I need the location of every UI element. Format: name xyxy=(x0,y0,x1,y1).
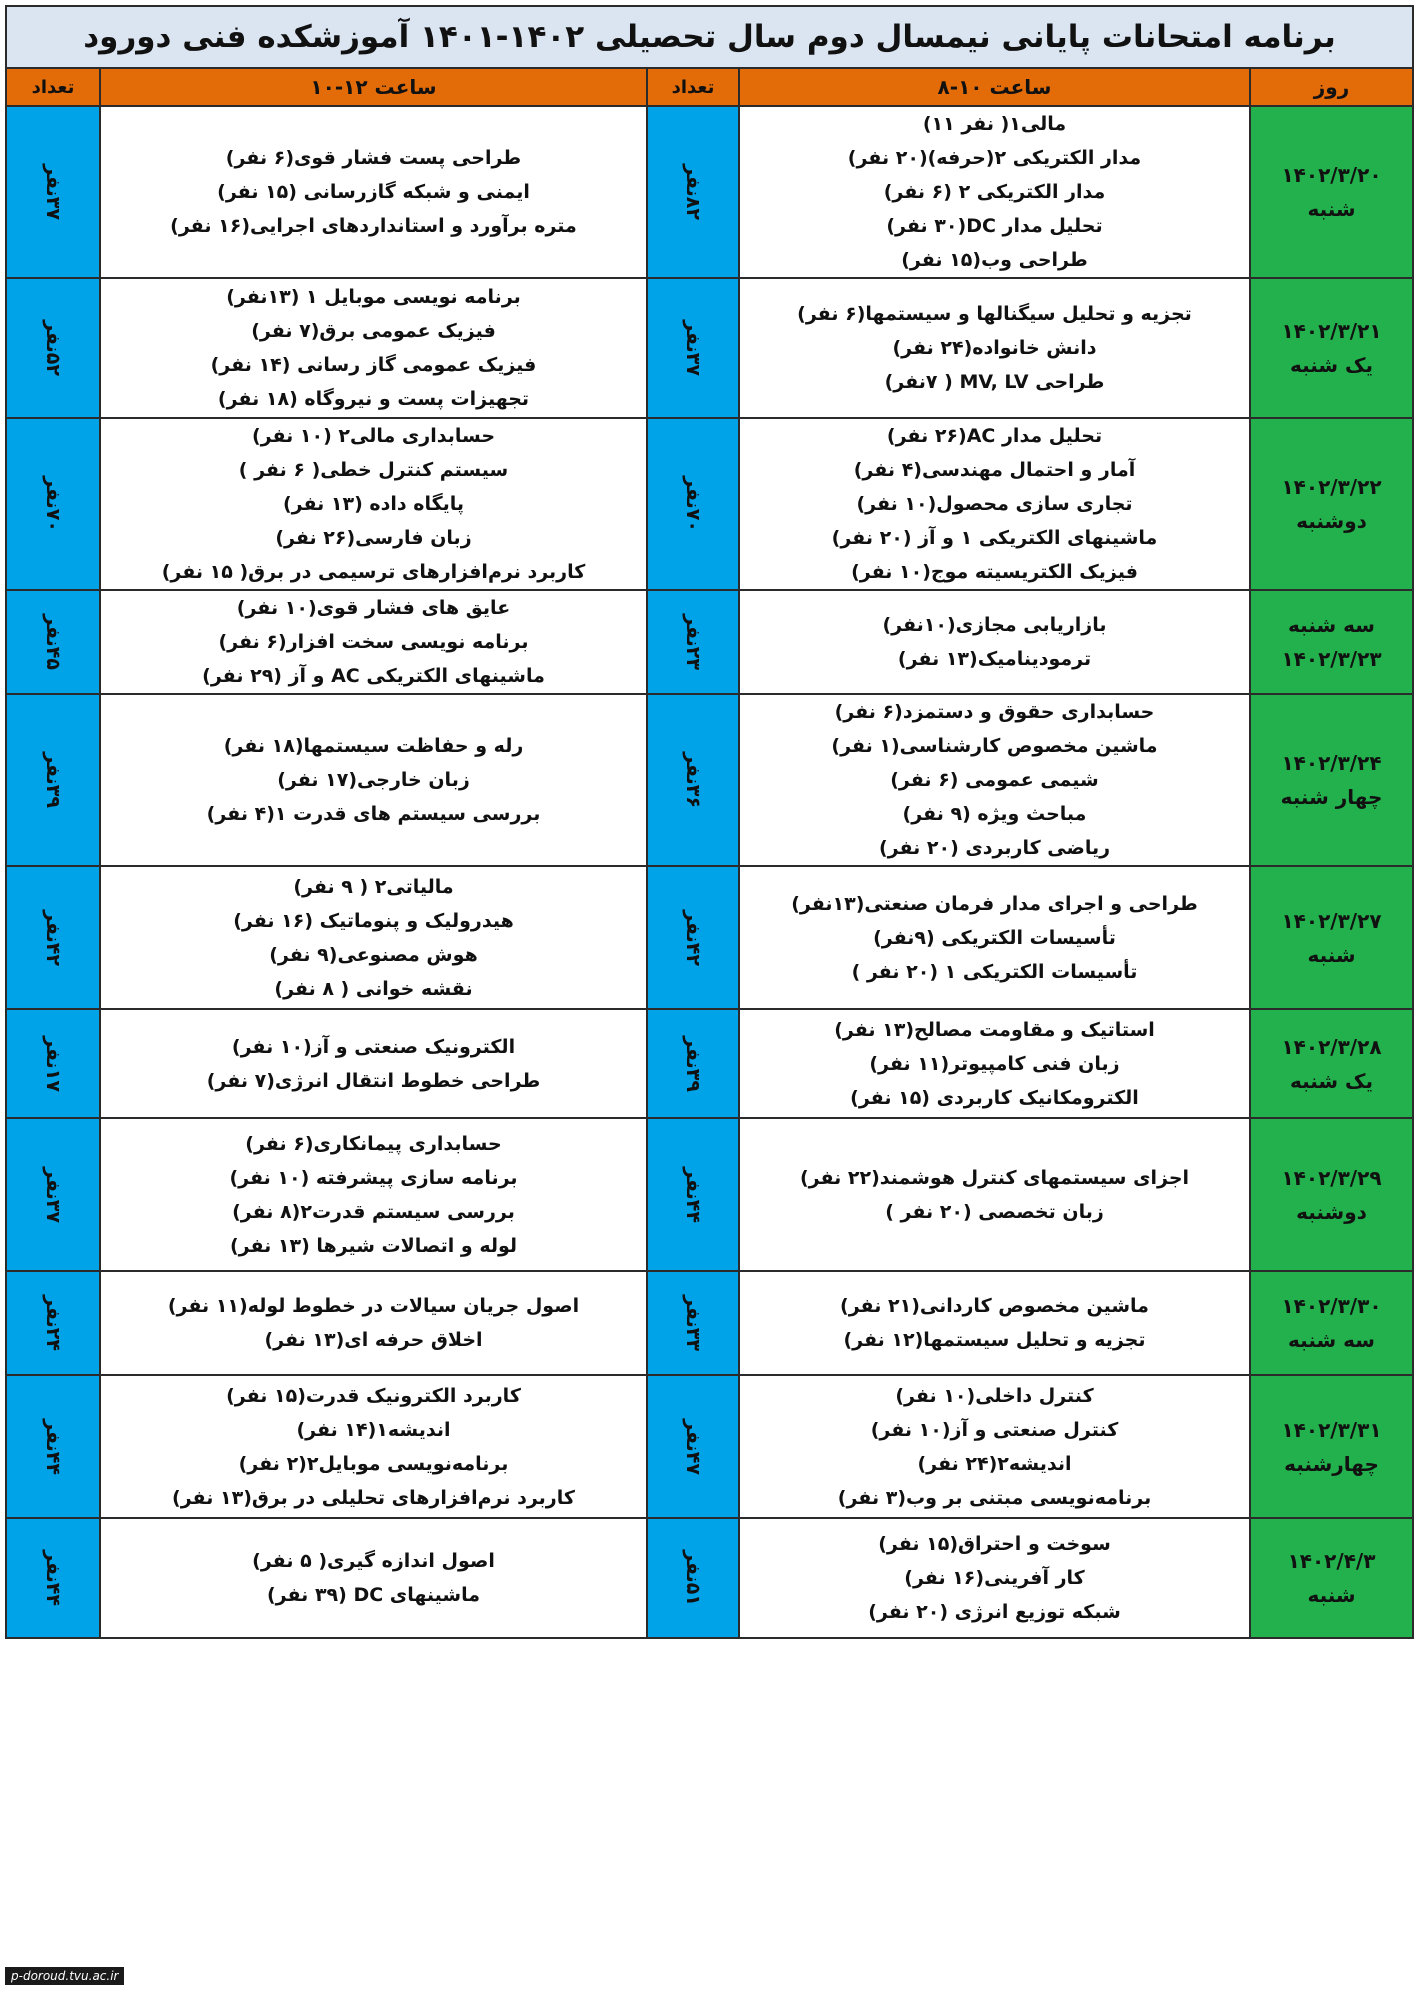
count2-cell xyxy=(6,1118,100,1271)
day-cell xyxy=(1250,866,1413,1009)
slot2-courses-cell xyxy=(100,866,647,1009)
count1-cell xyxy=(647,866,739,1009)
course-item: زبان فنی کامپیوتر(۱۱ نفر) xyxy=(869,1052,1120,1075)
course-item: کنترل صنعتی و آز(۱۰ نفر) xyxy=(870,1418,1119,1441)
course-item: مالیاتی۲ ( ۹ نفر) xyxy=(293,875,454,898)
course-item: حسابداری مالی۲ (۱۰ نفر) xyxy=(251,425,496,447)
slot1-courses-cell xyxy=(739,106,1250,278)
slot2-courses-cell xyxy=(100,418,647,590)
student-count: ۲۳نفر xyxy=(682,614,704,670)
exam-schedule-sheet xyxy=(5,5,1412,1985)
student-count: ۴۲نفر xyxy=(682,909,704,966)
exam-schedule-table xyxy=(5,5,1414,1639)
day-line-2: یک شنبه xyxy=(1289,1068,1374,1093)
count1-cell xyxy=(647,694,739,866)
course-item: تجهیزات پست و نیروگاه (۱۸ نفر) xyxy=(217,388,530,410)
course-item: الکترومکانیک کاربردی (۱۵ نفر) xyxy=(850,1086,1139,1109)
course-item: کاربرد نرم‌افزارهای تحلیلی در برق(۱۳ نفر) xyxy=(172,1486,575,1509)
day-line-1: ۱۴۰۲/۳/۲۷ xyxy=(1281,908,1382,933)
count1-cell xyxy=(647,1009,739,1118)
student-count: ۲۴نفر xyxy=(42,1295,64,1351)
student-count: ۷۰نفر xyxy=(42,476,64,532)
student-count: ۳۹نفر xyxy=(42,752,64,808)
course-item: تحلیل مدار AC(۲۶ نفر) xyxy=(886,425,1103,447)
student-count: ۳۹نفر xyxy=(682,1035,704,1092)
day-line-1: ۱۴۰۲/۳/۲۰ xyxy=(1281,163,1382,187)
course-item: کاربرد نرم‌افزارهای ترسیمی در برق( ۱۵ نفر) xyxy=(161,561,586,583)
slot2-courses-cell xyxy=(100,694,647,866)
course-item: کنترل داخلی(۱۰ نفر) xyxy=(895,1384,1094,1407)
day-line-2: شنبه xyxy=(1307,942,1356,967)
site-watermark: p-doroud.tvu.ac.ir xyxy=(5,1967,124,1985)
count2-cell xyxy=(6,1375,100,1518)
day-line-2: سه شنبه xyxy=(1288,1328,1375,1352)
course-item: آمار و احتمال مهندسی(۴ نفر) xyxy=(853,459,1136,481)
day-line-2: شنبه xyxy=(1307,197,1356,221)
schedule-row xyxy=(6,106,1413,278)
header-row xyxy=(6,68,1413,106)
course-item: فیزیک عمومی گاز رسانی (۱۴ نفر) xyxy=(210,354,537,376)
count1-cell xyxy=(647,278,739,418)
course-item: مباحث ویژه (۹ نفر) xyxy=(902,803,1087,825)
count2-cell xyxy=(6,866,100,1009)
schedule-row xyxy=(6,590,1413,694)
course-item: نقشه خوانی ( ۸ نفر) xyxy=(274,977,473,1000)
schedule-row xyxy=(6,1375,1413,1518)
day-line-2: چهارشنبه xyxy=(1284,1451,1379,1476)
course-item: اصول جریان سیالات در خطوط لوله(۱۱ نفر) xyxy=(167,1295,580,1317)
day-cell xyxy=(1250,106,1413,278)
count1-cell xyxy=(647,418,739,590)
day-line-1: ۱۴۰۲/۳/۲۹ xyxy=(1281,1165,1382,1190)
slot1-courses-cell xyxy=(739,1375,1250,1518)
course-item: ترمودینامیک(۱۳ نفر) xyxy=(897,648,1092,670)
header-count1: تعداد xyxy=(647,68,739,106)
day-cell xyxy=(1250,1375,1413,1518)
count2-cell xyxy=(6,1009,100,1118)
course-item: اخلاق حرفه ای(۱۳ نفر) xyxy=(264,1329,483,1351)
day-cell xyxy=(1250,1271,1413,1375)
course-item: استاتیک و مقاومت مصالح(۱۳ نفر) xyxy=(834,1018,1155,1041)
course-item: برنامه‌نویسی مبتنی بر وب(۳ نفر) xyxy=(837,1486,1152,1509)
schedule-row xyxy=(6,278,1413,418)
count2-cell xyxy=(6,418,100,590)
count2-cell xyxy=(6,278,100,418)
day-line-1: ۱۴۰۲/۳/۲۸ xyxy=(1281,1034,1382,1059)
count2-cell xyxy=(6,590,100,694)
student-count: ۴۴نفر xyxy=(682,1166,704,1223)
slot1-courses-cell xyxy=(739,866,1250,1009)
course-item: اندیشه۲(۲۴ نفر) xyxy=(917,1452,1072,1475)
schedule-row xyxy=(6,1009,1413,1118)
slot1-courses-cell xyxy=(739,590,1250,694)
slot1-courses-cell xyxy=(739,1518,1250,1638)
count2-cell xyxy=(6,1271,100,1375)
course-item: فیزیک عمومی برق(۷ نفر) xyxy=(251,320,496,342)
course-item: بازاریابی مجازی(۱۰نفر) xyxy=(882,614,1107,636)
schedule-row xyxy=(6,694,1413,866)
course-item: رله و حفاظت سیستمها(۱۸ نفر) xyxy=(223,735,524,757)
course-item: طراحی و اجرای مدار فرمان صنعتی(۱۳نفر) xyxy=(791,892,1198,915)
course-item: تجاری سازی محصول(۱۰ نفر) xyxy=(856,493,1133,515)
schedule-row xyxy=(6,866,1413,1009)
student-count: ۳۷نفر xyxy=(42,164,64,220)
slot2-courses-cell xyxy=(100,1118,647,1271)
day-line-2: چهار شنبه xyxy=(1280,785,1383,809)
course-item: سوخت و احتراق(۱۵ نفر) xyxy=(878,1533,1111,1555)
header-day: روز xyxy=(1250,68,1413,106)
slot1-courses-cell xyxy=(739,1009,1250,1118)
course-item: الکترونیک صنعتی و آز(۱۰ نفر) xyxy=(231,1035,516,1058)
course-item: ماشینهای الکتریکی ۱ و آز (۲۰ نفر) xyxy=(831,527,1158,549)
student-count: ۴۴نفر xyxy=(42,1550,64,1606)
course-item: زبان خارجی(۱۷ نفر) xyxy=(277,769,470,791)
course-item: مدار الکتریکی ۲ (۶ نفر) xyxy=(883,181,1106,203)
schedule-row xyxy=(6,1118,1413,1271)
count1-cell xyxy=(647,1518,739,1638)
day-cell xyxy=(1250,278,1413,418)
student-count: ۷۰نفر xyxy=(682,476,704,532)
day-line-1: ۱۴۰۲/۳/۲۱ xyxy=(1281,319,1382,343)
count2-cell xyxy=(6,106,100,278)
course-item: ماشینهای الکتریکی AC و آز (۲۹ نفر) xyxy=(202,665,545,687)
header-slot1: ساعت ۱۰-۸ xyxy=(739,68,1250,106)
day-cell xyxy=(1250,1518,1413,1638)
course-item: فیزیک الکتریسیته موج(۱۰ نفر) xyxy=(851,561,1138,583)
course-item: دانش خانواده(۲۴ نفر) xyxy=(892,337,1097,359)
day-line-2: دوشنبه xyxy=(1296,1199,1367,1224)
course-item: ایمنی و شبکه گازرسانی (۱۵ نفر) xyxy=(217,181,530,203)
course-item: برنامه نویسی سخت افزار(۶ نفر) xyxy=(218,631,529,653)
student-count: ۳۳نفر xyxy=(682,1295,704,1351)
course-item: هیدرولیک و پنوماتیک (۱۶ نفر) xyxy=(233,909,514,932)
student-count: ۵۲نفر xyxy=(42,320,64,376)
course-item: لوله و اتصالات شیرها (۱۳ نفر) xyxy=(229,1234,518,1257)
course-item: ماشینهای DC (۳۹ نفر) xyxy=(267,1584,480,1606)
count2-cell xyxy=(6,694,100,866)
course-item: برنامه‌نویسی موبایل۲(۲ نفر) xyxy=(238,1452,509,1475)
count2-cell xyxy=(6,1518,100,1638)
page-title: برنامه امتحانات پایانی نیمسال دوم سال تحصیلی ۱۴۰۲-۱۴۰۱ آموزشکده فنی دورود xyxy=(6,6,1413,68)
student-count: ۴۵نفر xyxy=(42,614,64,670)
day-cell xyxy=(1250,694,1413,866)
student-count: ۳۶نفر xyxy=(682,752,704,808)
slot1-courses-cell xyxy=(739,278,1250,418)
day-cell xyxy=(1250,1118,1413,1271)
slot2-courses-cell xyxy=(100,1375,647,1518)
day-line-2: شنبه xyxy=(1307,1583,1356,1607)
day-cell xyxy=(1250,590,1413,694)
course-item: کار آفرینی(۱۶ نفر) xyxy=(904,1567,1085,1589)
header-slot2: ساعت ۱۲-۱۰ xyxy=(100,68,647,106)
course-item: بررسی سیستم قدرت۲(۸ نفر) xyxy=(232,1200,515,1223)
slot1-courses-cell xyxy=(739,1118,1250,1271)
schedule-row xyxy=(6,418,1413,590)
course-item: طراحی MV, LV ( ۷نفر) xyxy=(884,371,1105,393)
slot2-courses-cell xyxy=(100,1009,647,1118)
course-item: طراحی پست فشار قوی(۶ نفر) xyxy=(225,147,522,169)
day-line-1: ۱۴۰۲/۳/۲۴ xyxy=(1281,751,1382,775)
day-line-2: دوشنبه xyxy=(1296,509,1367,533)
course-item: تحلیل مدار DC(۳۰ نفر) xyxy=(886,215,1103,237)
slot1-courses-cell xyxy=(739,694,1250,866)
day-line-1: ۱۴۰۲/۴/۳ xyxy=(1287,1549,1376,1573)
course-item: شبکه توزیع انرژی (۲۰ نفر) xyxy=(868,1601,1121,1623)
course-item: اجزای سیستمهای کنترل هوشمند(۲۲ نفر) xyxy=(799,1166,1190,1189)
course-item: تجزیه و تحلیل سیگنالها و سیستمها(۶ نفر) xyxy=(797,303,1192,325)
course-item: حسابداری پیمانکاری(۶ نفر) xyxy=(245,1132,502,1155)
course-item: تأسیسات الکتریکی (۹نفر) xyxy=(873,926,1116,949)
count1-cell xyxy=(647,1375,739,1518)
day-line-1: ۱۴۰۲/۳/۳۰ xyxy=(1281,1294,1382,1318)
student-count: ۸۲نفر xyxy=(682,164,704,220)
course-item: ماشین مخصوص کارشناسی(۱ نفر) xyxy=(831,735,1158,757)
day-line-1: سه شنبه xyxy=(1288,613,1375,637)
course-item: اندیشه۱(۱۴ نفر) xyxy=(296,1418,451,1441)
student-count: ۱۷نفر xyxy=(42,1035,64,1092)
day-line-2: ۱۴۰۲/۳/۲۳ xyxy=(1281,647,1382,671)
count1-cell xyxy=(647,1271,739,1375)
count1-cell xyxy=(647,106,739,278)
course-item: زبان تخصصی (۲۰ نفر ) xyxy=(885,1200,1104,1223)
slot1-courses-cell xyxy=(739,418,1250,590)
student-count: ۳۷نفر xyxy=(42,1166,64,1223)
slot2-courses-cell xyxy=(100,106,647,278)
course-item: اصول اندازه گیری( ۵ نفر) xyxy=(252,1550,495,1572)
course-item: شیمی عمومی (۶ نفر) xyxy=(890,769,1099,791)
course-item: کاربرد الکترونیک قدرت(۱۵ نفر) xyxy=(226,1384,521,1407)
count1-cell xyxy=(647,590,739,694)
schedule-row xyxy=(6,1518,1413,1638)
course-item: برنامه نویسی موبایل ۱ (۱۳نفر) xyxy=(226,286,521,308)
student-count: ۴۷نفر xyxy=(682,1418,704,1475)
slot2-courses-cell xyxy=(100,278,647,418)
day-cell xyxy=(1250,418,1413,590)
slot2-courses-cell xyxy=(100,1271,647,1375)
day-line-2: یک شنبه xyxy=(1289,353,1374,377)
course-item: بررسی سیستم های قدرت ۱(۴ نفر) xyxy=(206,803,541,825)
student-count: ۴۴نفر xyxy=(42,1418,64,1475)
day-line-1: ۱۴۰۲/۳/۳۱ xyxy=(1281,1417,1382,1442)
course-item: طراحی خطوط انتقال انرژی(۷ نفر) xyxy=(206,1069,541,1092)
student-count: ۵۱نفر xyxy=(682,1550,704,1606)
slot1-courses-cell xyxy=(739,1271,1250,1375)
day-cell xyxy=(1250,1009,1413,1118)
student-count: ۳۷نفر xyxy=(682,320,704,376)
course-item: تأسیسات الکتریکی ۱ (۲۰ نفر ) xyxy=(851,960,1138,983)
student-count: ۴۲نفر xyxy=(42,909,64,966)
slot2-courses-cell xyxy=(100,590,647,694)
day-line-1: ۱۴۰۲/۳/۲۲ xyxy=(1281,475,1382,499)
header-count2: تعداد xyxy=(6,68,100,106)
course-item: طراحی وب(۱۵ نفر) xyxy=(901,249,1088,271)
count1-cell xyxy=(647,1118,739,1271)
course-item: تجزیه و تحلیل سیستمها(۱۲ نفر) xyxy=(843,1329,1146,1351)
course-item: حسابداری حقوق و دستمزد(۶ نفر) xyxy=(834,701,1155,723)
course-item: مالی۱( نفر ۱۱) xyxy=(922,113,1067,135)
course-item: ریاضی کاربردی (۲۰ نفر) xyxy=(878,837,1111,859)
slot2-courses-cell xyxy=(100,1518,647,1638)
course-item: سیستم کنترل خطی( ۶ نفر ) xyxy=(238,459,509,481)
course-item: هوش مصنوعی(۹ نفر) xyxy=(269,943,478,966)
course-item: برنامه سازی پیشرفته (۱۰ نفر) xyxy=(229,1166,518,1189)
course-item: عایق های فشار قوی(۱۰ نفر) xyxy=(236,597,511,619)
schedule-row xyxy=(6,1271,1413,1375)
course-item: مدار الکتریکی ۲(حرفه)(۲۰ نفر) xyxy=(847,147,1142,169)
course-item: زبان فارسی(۲۶ نفر) xyxy=(275,527,472,549)
course-item: متره برآورد و استانداردهای اجرایی(۱۶ نفر) xyxy=(170,215,577,237)
course-item: ماشین مخصوص کاردانی(۲۱ نفر) xyxy=(840,1295,1149,1317)
course-item: پایگاه داده (۱۳ نفر) xyxy=(282,493,465,515)
